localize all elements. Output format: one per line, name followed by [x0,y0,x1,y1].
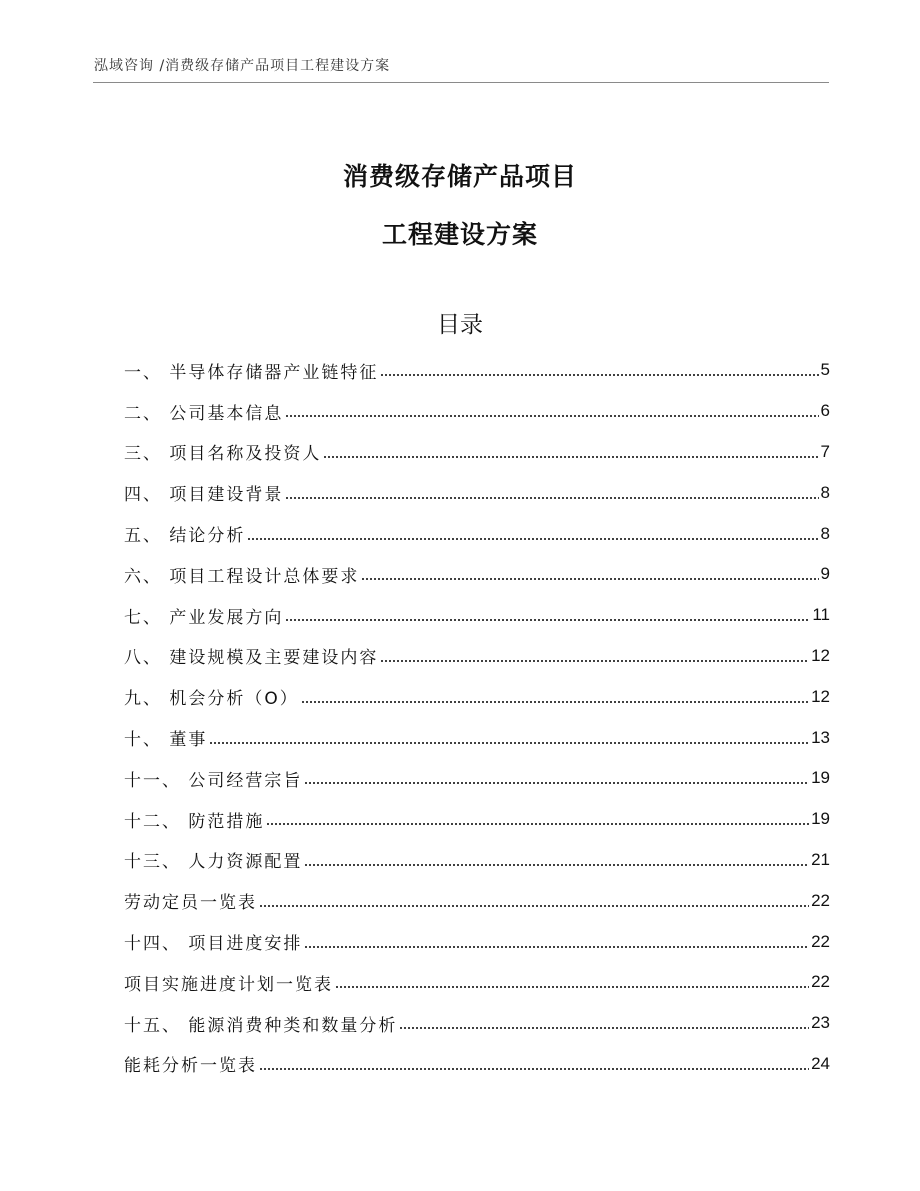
dot-leader [266,820,809,828]
dot-leader [209,739,809,747]
toc-entry-label: 十一、 公司经营宗旨 [124,770,303,791]
dot-leader [304,861,809,869]
toc-entry[interactable] [124,676,830,717]
toc-entry-page: 22 [811,972,830,992]
toc-entry[interactable] [124,350,830,391]
toc-entry[interactable] [124,840,830,881]
dot-leader [259,902,809,910]
toc-entry[interactable] [124,595,830,636]
toc-entry-page: 12 [811,686,830,706]
toc-entry[interactable] [124,962,830,1003]
toc-entry-label: 四、 项目建设背景 [124,485,284,506]
dot-leader [285,616,810,624]
document-title-line-2: 工程建设方案 [381,220,538,249]
toc-entry[interactable] [124,758,830,799]
toc-entry[interactable] [124,554,830,595]
running-header: 泓域咨询 /消费级存储产品项目工程建设方案 [94,58,391,74]
toc-entry-label: 能耗分析一览表 [124,1056,257,1077]
dot-leader [259,1065,809,1073]
dot-leader [335,983,809,991]
toc-entry-page: 24 [811,1053,830,1073]
toc-entry-label: 十三、 人力资源配置 [124,852,303,873]
dot-leader [380,371,818,379]
toc-entry-page: 5 [820,360,830,380]
toc-entry-page: 22 [811,931,830,951]
dot-leader [285,494,818,502]
toc-entry-label: 一、 半导体存储器产业链特征 [124,362,379,383]
toc-entry-label: 六、 项目工程设计总体要求 [124,566,360,587]
toc-entry-label: 五、 结论分析 [124,526,246,547]
dot-leader [304,943,809,951]
toc-entry-page: 21 [811,849,830,869]
table-of-contents [124,350,830,1084]
dot-leader [361,575,818,583]
toc-entry-label: 十五、 能源消费种类和数量分析 [124,1015,398,1036]
toc-entry-label: 八、 建设规模及主要建设内容 [124,648,379,669]
toc-entry[interactable] [124,880,830,921]
dot-leader [304,779,809,787]
toc-entry-page: 19 [811,768,830,788]
toc-entry-label: 二、 公司基本信息 [124,403,284,424]
toc-entry-label: 七、 产业发展方向 [124,607,284,628]
dot-leader [247,535,818,543]
toc-entry[interactable] [124,513,830,554]
toc-entry[interactable] [124,472,830,513]
toc-entry[interactable] [124,432,830,473]
toc-entry-page: 7 [820,441,830,461]
toc-entry[interactable] [124,1044,830,1085]
toc-entry-label: 十二、 防范措施 [124,811,265,832]
toc-entry-page: 22 [811,890,830,910]
toc-entry-page: 19 [811,809,830,829]
toc-entry[interactable] [124,799,830,840]
toc-entry[interactable] [124,921,830,962]
toc-entry-page: 23 [811,1013,830,1033]
toc-entry-page: 6 [820,401,830,421]
toc-entry-label: 项目实施进度计划一览表 [124,974,333,995]
toc-entry[interactable] [124,391,830,432]
dot-leader [301,698,809,706]
toc-entry[interactable] [124,636,830,677]
toc-entry-label: 九、 机会分析（O） [124,689,299,710]
toc-entry[interactable] [124,1003,830,1044]
toc-entry-page: 9 [820,564,830,584]
dot-leader [323,453,818,461]
dot-leader [380,657,809,665]
toc-entry-page: 13 [811,727,830,747]
toc-entry-label: 劳动定员一览表 [124,893,257,914]
toc-entry-page: 11 [812,605,830,625]
toc-entry-label: 十、 董事 [124,730,208,751]
toc-entry-page: 8 [820,482,830,502]
toc-entry-label: 三、 项目名称及投资人 [124,444,322,465]
document-title-line-1: 消费级存储产品项目 [342,162,577,191]
toc-entry-label: 十四、 项目进度安排 [124,934,303,955]
dot-leader [285,412,818,420]
toc-entry[interactable] [124,717,830,758]
toc-heading: 目录 [437,312,483,338]
toc-entry-page: 12 [811,645,830,665]
toc-entry-page: 8 [820,523,830,543]
dot-leader [399,1024,809,1032]
header-divider [93,82,829,83]
